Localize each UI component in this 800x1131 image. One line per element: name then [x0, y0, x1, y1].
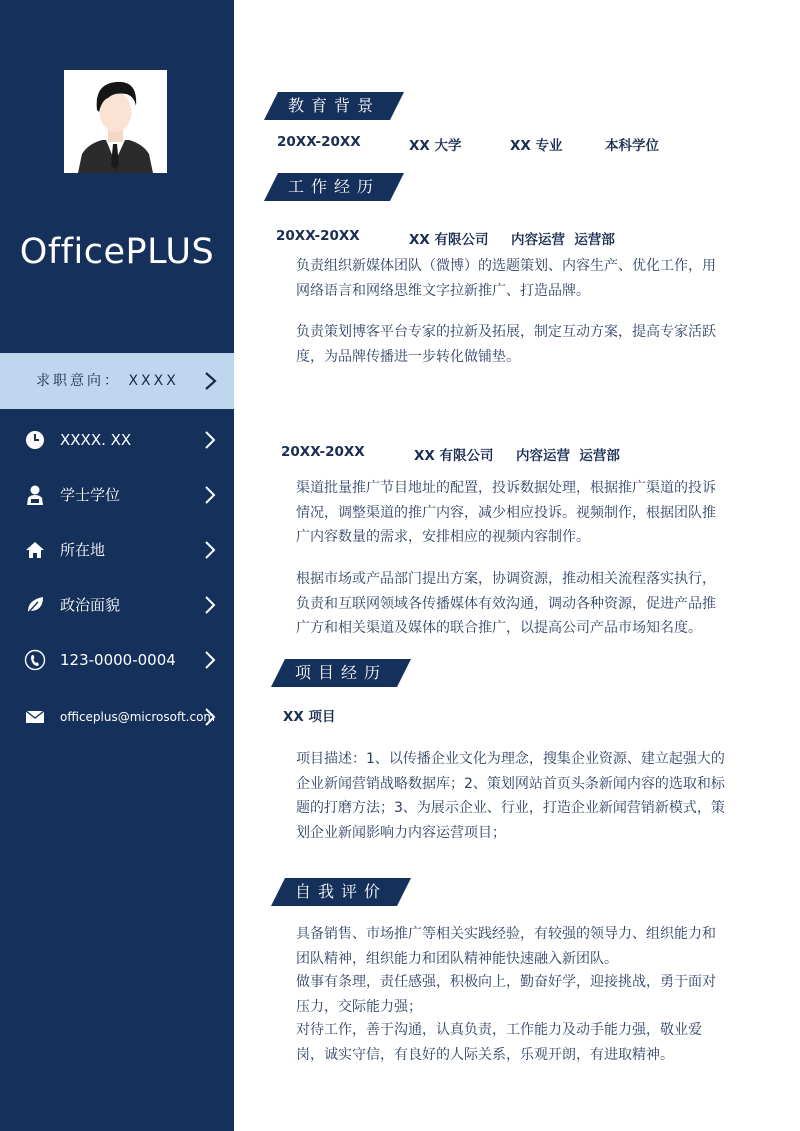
section-header-education: [264, 92, 404, 120]
job-position: 内容运营 运营部: [511, 232, 615, 248]
project-description: 项目描述：1、以传播企业文化为理念，搜集企业资源、建立起强大的企业新闻营销战略数据库；2、策划网站首页头条新闻内容的选取和标题的打磨方法；3、为展示企业、行业，打造企业新闻营销新模式，策划企业新闻影响力内容运营项目；: [296, 751, 725, 841]
job-intent-bar[interactable]: [0, 353, 234, 409]
section-title: 自我评价: [295, 882, 388, 901]
info-item-label: officeplus@microsoft.com: [60, 710, 216, 724]
clock-icon: [24, 429, 46, 451]
job-description: 负责策划博客平台专家的拉新及拓展，制定互动方案，提高专家活跃度，为品牌传播进一步转化做铺垫。: [296, 324, 716, 365]
education-degree: 本科学位: [605, 138, 659, 154]
chevron-right-icon: [203, 595, 217, 615]
chevron-right-icon: [203, 430, 217, 450]
chevron-right-icon: [203, 650, 217, 670]
phone-icon: [24, 649, 46, 671]
education-period: 20XX-20XX: [277, 134, 361, 150]
profile-photo: [64, 70, 167, 173]
self-eval-line: 对待工作，善于沟通，认真负责，工作能力及动手能力强，敬业爱岗，诚实守信，有良好的人际关系，乐观开朗，有进取精神。: [296, 1022, 702, 1063]
leaf-icon: [24, 594, 46, 616]
info-item-label: XXXX. XX: [60, 431, 132, 449]
section-title: 工作经历: [288, 177, 381, 196]
job-description: 根据市场或产品部门提出方案，协调资源，推动相关流程落实执行，负责和互联网领域各传播媒体有效沟通，调动各种资源，促进产品推广方和相关渠道及媒体的联合推广，以提高公司产品市场知名度。: [296, 571, 716, 636]
job-intent-label: 求职意向： XXXX: [36, 373, 179, 389]
project-name: XX 项目: [283, 709, 336, 725]
section-header-work: [264, 173, 404, 201]
info-item-location[interactable]: [0, 535, 234, 565]
person-icon: [24, 484, 46, 506]
job-description: 渠道批量推广节目地址的配置，投诉数据处理，根据推广渠道的投诉情况，调整渠道的推广内容，减少相应投诉。视频制作，根据团队推广内容数量的需求，安排相应的视频内容制作。: [296, 480, 716, 545]
chevron-right-icon: [203, 540, 217, 560]
info-item-label: 所在地: [60, 541, 106, 559]
section-title: 项目经历: [295, 663, 388, 682]
info-item-label: 学士学位: [60, 486, 121, 504]
mail-icon: [24, 706, 46, 728]
section-header-self-eval: [271, 878, 411, 906]
info-item-birth[interactable]: [0, 425, 234, 455]
education-school: XX 大学: [409, 138, 462, 154]
info-item-label: 123-0000-0004: [60, 651, 176, 669]
info-item-phone[interactable]: [0, 645, 234, 675]
sidebar: [0, 0, 234, 1131]
info-item-political[interactable]: [0, 590, 234, 620]
job-description: 负责组织新媒体团队（微博）的选题策划、内容生产、优化工作，用网络语言和网络思维文字拉新推广、打造品牌。: [296, 258, 716, 299]
job-company: XX 有限公司: [409, 232, 489, 248]
job-company: XX 有限公司: [414, 448, 494, 464]
info-item-degree[interactable]: [0, 480, 234, 510]
education-major: XX 专业: [510, 138, 563, 154]
job-position: 内容运营 运营部: [516, 448, 620, 464]
section-title: 教育背景: [288, 96, 381, 115]
avatar-icon: [64, 70, 167, 173]
job-period: 20XX-20XX: [276, 228, 360, 244]
self-eval-line: 具备销售、市场推广等相关实践经验，有较强的领导力、组织能力和团队精神，组织能力和团队精神能快速融入新团队。: [296, 926, 716, 967]
section-header-projects: [271, 659, 411, 687]
chevron-right-icon: [203, 707, 217, 727]
job-period: 20XX-20XX: [281, 444, 365, 460]
self-eval-line: 做事有条理，责任感强，积极向上，勤奋好学，迎接挑战，勇于面对压力，交际能力强；: [296, 974, 716, 1015]
chevron-right-icon: [203, 485, 217, 505]
info-item-email[interactable]: [0, 702, 234, 732]
chevron-right-icon: [203, 371, 219, 391]
home-icon: [24, 539, 46, 561]
info-item-label: 政治面貌: [60, 596, 121, 614]
brand-name: OfficePLUS: [19, 232, 215, 272]
